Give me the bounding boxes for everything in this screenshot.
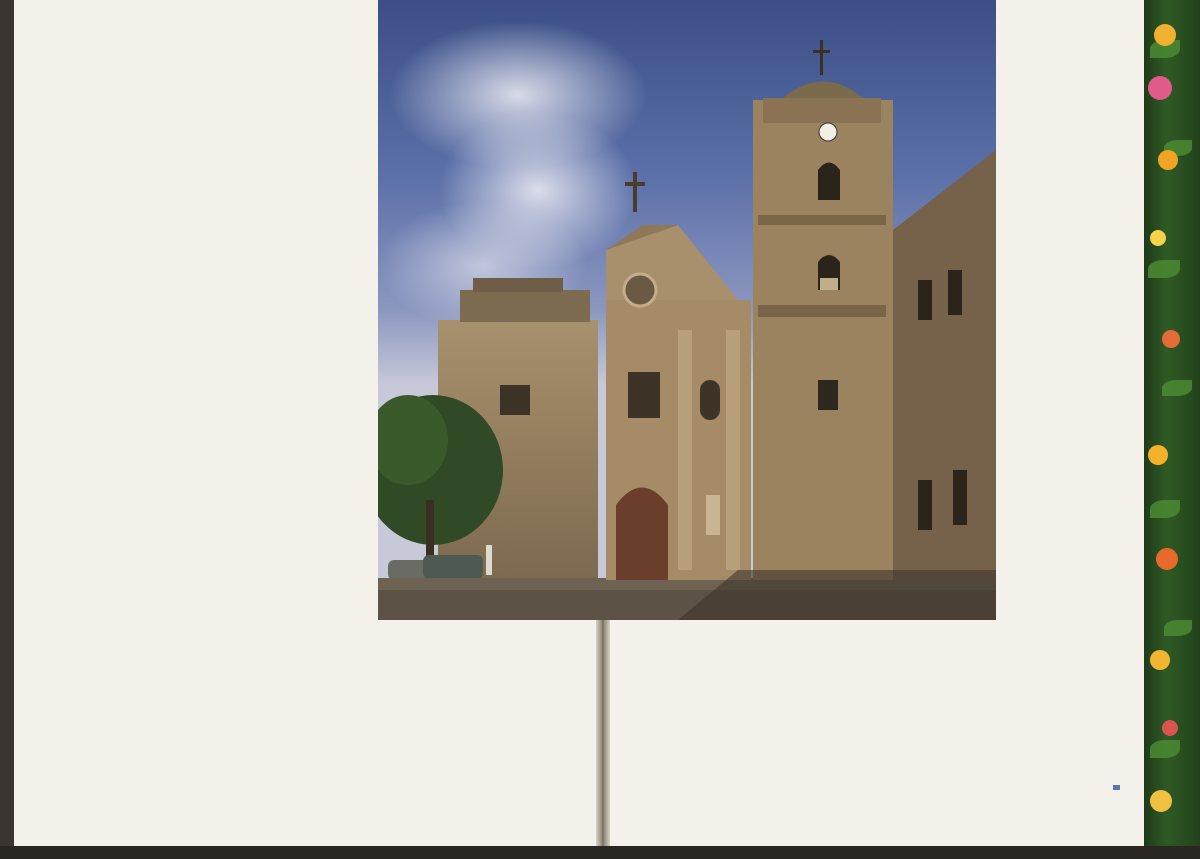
page-bottom-edge — [0, 846, 1200, 859]
end-square-icon — [1113, 785, 1120, 790]
left-column-1 — [82, 71, 242, 91]
flower-icon — [1150, 230, 1166, 246]
right-column-2 — [797, 634, 959, 637]
flower-icon — [1158, 150, 1178, 170]
right-column-1 — [622, 634, 782, 637]
flower-icon — [1162, 330, 1180, 348]
flower-icon — [1156, 548, 1178, 570]
flower-icon — [1154, 24, 1176, 46]
flower-icon — [1150, 650, 1170, 670]
flower-icon — [1148, 76, 1172, 100]
right-column-3-bottom — [975, 634, 1137, 637]
left-column-2-bottom — [257, 634, 417, 637]
church-photo — [378, 0, 996, 620]
flower-border — [1144, 0, 1200, 848]
flower-icon — [1150, 790, 1172, 812]
flower-icon — [1162, 720, 1178, 736]
flower-icon — [1148, 445, 1168, 465]
right-column-3-top — [1005, 68, 1139, 71]
left-column-2 — [257, 71, 369, 74]
church-illustration — [378, 0, 996, 620]
